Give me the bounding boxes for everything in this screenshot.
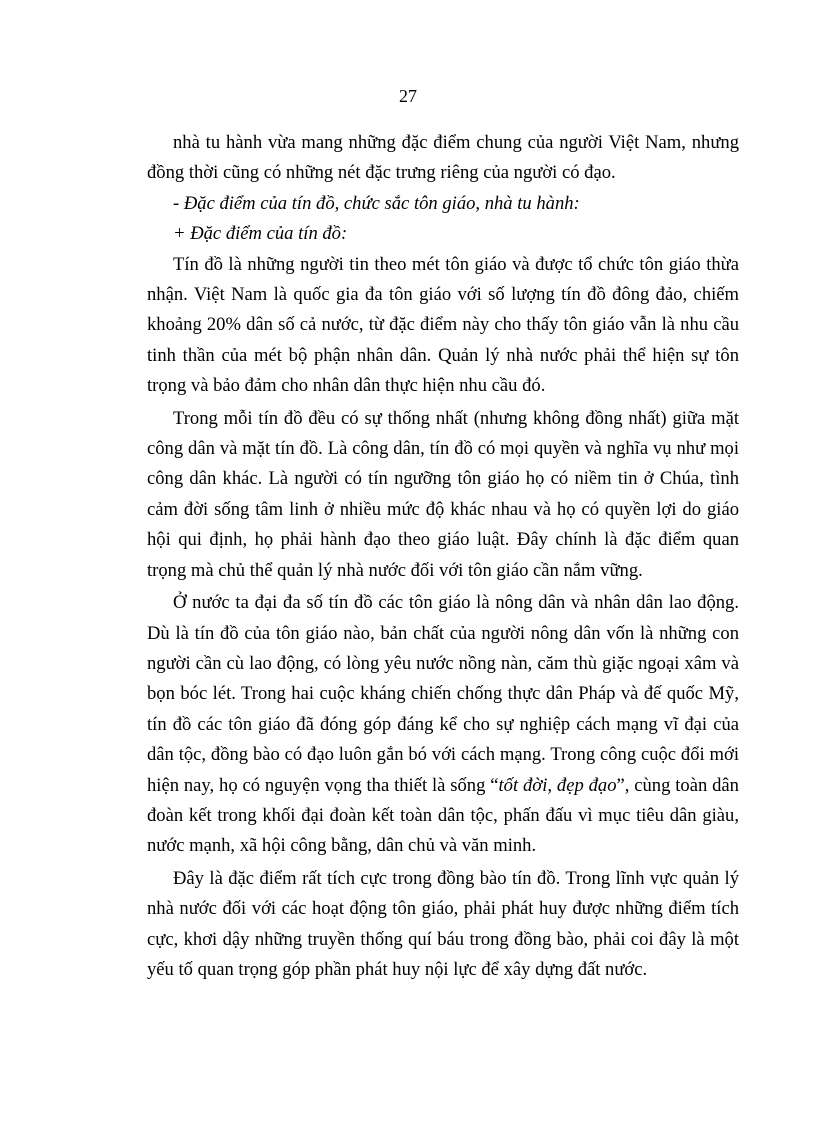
paragraph: Tín đồ là những người tin theo mét tôn giáo và được tổ chức tôn giáo thừa nhận. Việt Nam là quốc gia đa tôn giáo với số lượng tín đồ đông đảo, chiếm khoảng 20% dân số cả nước, từ đặc điểm này cho thấy tôn giáo vẫn là nhu cầu tinh thần của mét bộ phận nhân dân. Quản lý nhà nước phải thể hiện sự tôn trọng và bảo đảm cho nhân dân thực hiện nhu cầu đó.	[147, 253, 739, 397]
paragraph-continuation: nhà tu hành vừa mang những đặc điểm chung của người Việt Nam, nhưng đồng thời cũng có những nét đặc trưng riêng của người có đạo.	[147, 132, 739, 184]
paragraph: Trong mỗi tín đồ đều có sự thống nhất (nhưng không đồng nhất) giữa mặt công dân và mặt tín đồ. Là công dân, tín đồ có mọi quyền và nghĩa vụ như mọi công dân khác. Là người có tín ngưỡng tôn giáo họ có niềm tin ở Chúa, tình cảm đời sống tâm linh ở nhiều mức độ khác nhau và họ có quyền lợi do giáo hội qui định, họ phải hành đạo theo giáo luật. Đây chính là đặc điểm quan trọng mà chủ thể quản lý nhà nước đối với tôn giáo cần nắm vững.	[147, 407, 739, 581]
page-number: 27	[399, 86, 417, 106]
paragraph-text: Ở nước ta đại đa số tín đồ các tôn giáo là nông dân và nhân dân lao động. Dù là tín đồ của tôn giáo nào, bản chất của người nông dân vốn là những con người cần cù lao động, có lòng yêu nước nồng nàn, căm thù giặc ngoại xâm và bọn bóc lét. Trong hai cuộc kháng chiến chống thực dân Pháp và đế quốc Mỹ, tín đồ các tôn giáo đã đóng góp đáng kể cho sự nghiệp cách mạng vĩ đại của dân tộc, đồng bào có đạo luôn gắn bó với cách mạng. Trong công cuộc đổi mới hiện nay, họ có nguyện vọng tha thiết là sống “	[147, 592, 739, 796]
quoted-motto: tốt đời, đẹp đạo	[498, 774, 617, 796]
document-body	[147, 128, 739, 985]
paragraph	[147, 588, 739, 862]
subsection-heading: + Đặc điểm của tín đồ:	[173, 223, 348, 245]
section-heading: - Đặc điểm của tín đồ, chức sắc tôn giáo, nhà tu hành:	[173, 192, 580, 214]
paragraph: Đây là đặc điểm rất tích cực trong đồng bào tín đồ. Trong lĩnh vực quản lý nhà nước đối với các hoạt động tôn giáo, phải phát huy được những điểm tích cực, khơi dậy những truyền thống quí báu trong đồng bào, phải coi đây là một yếu tố quan trọng góp phần phát huy nội lực để xây dựng đất nước.	[147, 867, 739, 980]
paragraph-text: ”, cùng toàn dân đoàn kết trong khối đại đoàn kết toàn dân tộc, phấn đấu vì mục tiêu dân giàu, nước mạnh, xã hội công bằng, dân chủ và văn minh.	[147, 774, 739, 857]
